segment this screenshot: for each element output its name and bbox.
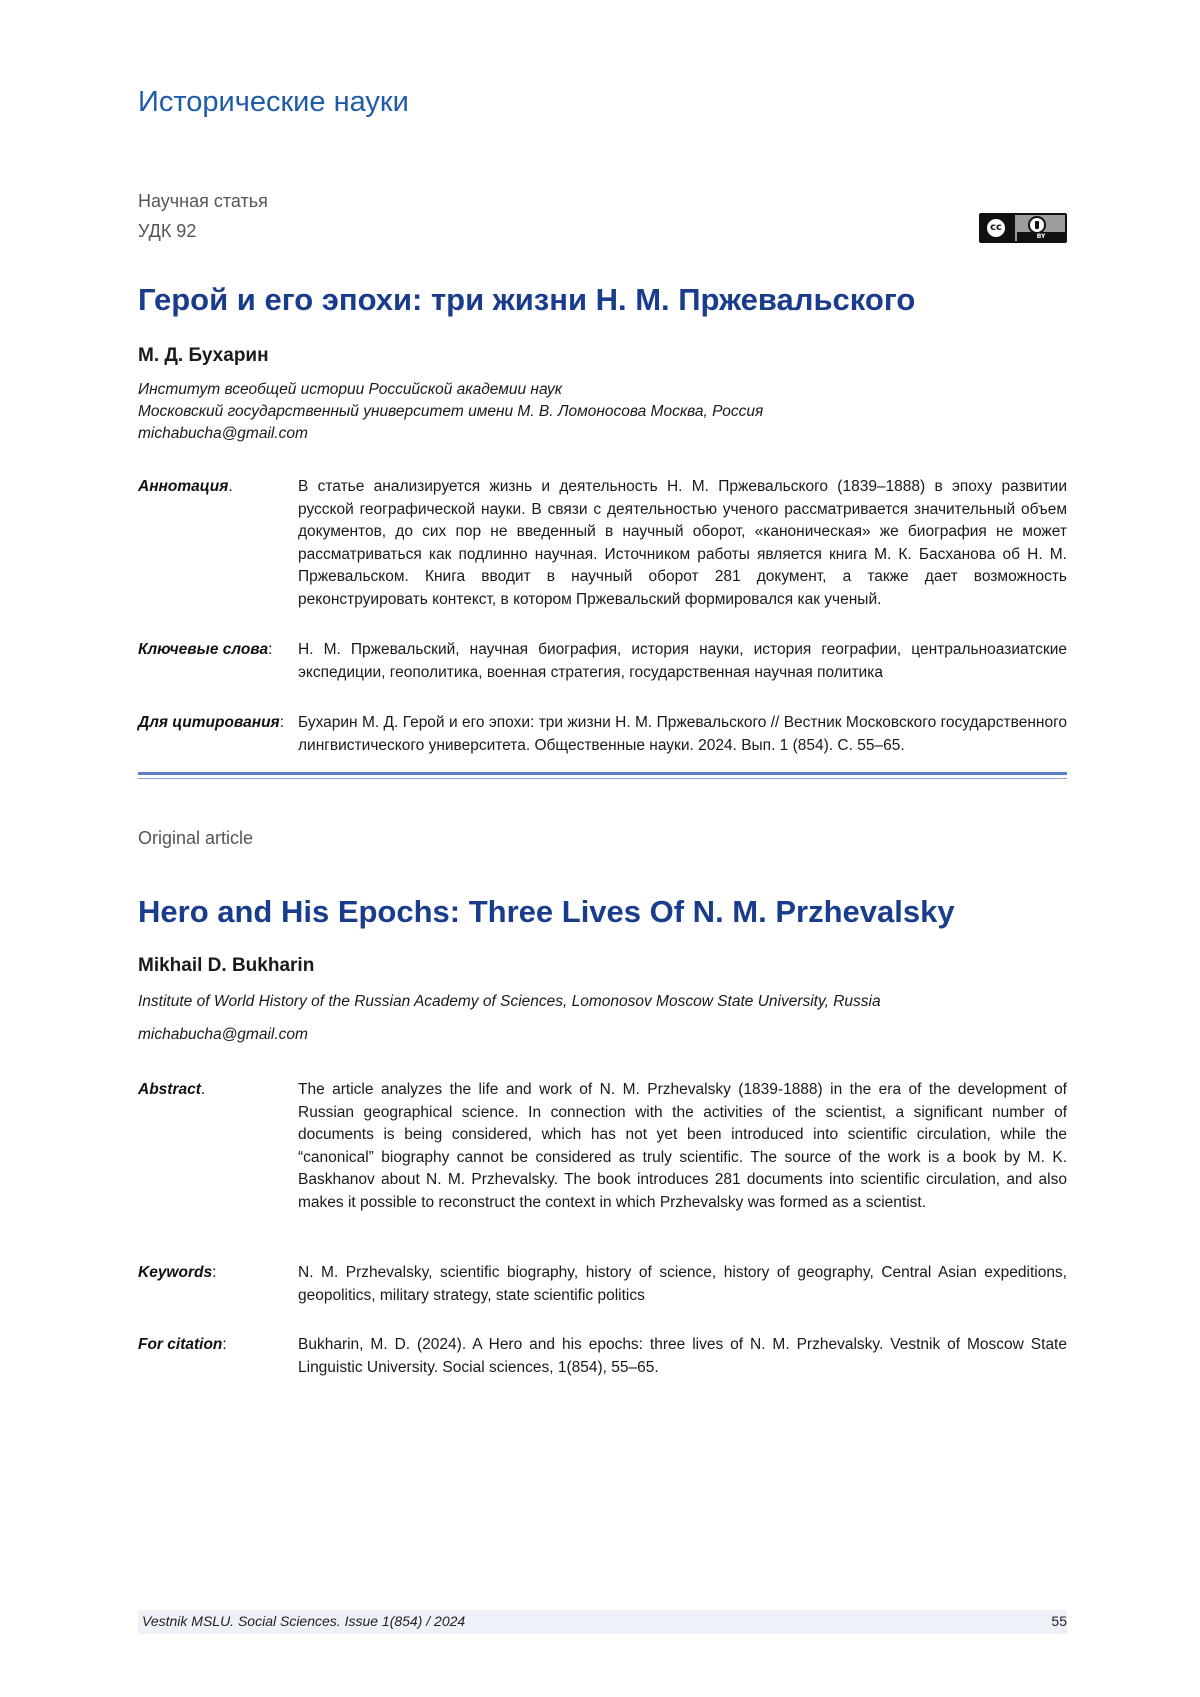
author-name-ru: М. Д. Бухарин: [138, 345, 269, 367]
citation-label-en: For citation:: [138, 1336, 227, 1354]
abstract-text-ru: В статье анализируется жизнь и деятельность Н. М. Пржевальского (1839–1888) в эпоху развитии русской географической науки. В связи с деятельностью ученого рассматривается значительный объем документов, до сих пор не введенный в научный оборот, «каноническая» же биография не может рассматриваться как подлинно научная. Источником работы является книга М. К. Басханова об Н. М. Пржевальском. Книга вводит в научный оборот 281 документ, а также дает возможность реконструировать контекст, в котором Пржевальский формировался как ученый.: [298, 476, 1067, 611]
by-label: BY: [1017, 232, 1065, 241]
cc-by-license-icon[interactable]: [979, 213, 1067, 243]
affiliation-en: Institute of World History of the Russian Academy of Sciences, Lomonosov Moscow State University, Russia: [138, 991, 881, 1013]
abstract-label-ru: Аннотация.: [138, 478, 233, 496]
article-title-ru: Герой и его эпохи: три жизни Н. М. Пржевальского: [138, 282, 915, 318]
udc-code: УДК 92: [138, 221, 196, 242]
author-email-en[interactable]: michabucha@gmail.com: [138, 1024, 308, 1046]
author-email-ru[interactable]: michabucha@gmail.com: [138, 423, 308, 445]
citation-text-ru: Бухарин М. Д. Герой и его эпохи: три жизни Н. М. Пржевальского // Вестник Московского государственного лингвистического университета. Общественные науки. 2024. Вып. 1 (854). С. 55–65.: [298, 712, 1067, 757]
section-divider: [138, 772, 1067, 775]
keywords-text-en: N. M. Przhevalsky, scientific biography, history of science, history of geography, Central Asian expeditions, geopolitics, military strategy, state scientific politics: [298, 1262, 1067, 1307]
article-type-ru: Научная статья: [138, 191, 268, 212]
affiliation-ru-1: Институт всеобщей истории Российской академии наук: [138, 379, 562, 401]
article-type-en: Original article: [138, 828, 253, 849]
page-number: 55: [1051, 1613, 1067, 1629]
abstract-label-en: Abstract.: [138, 1081, 205, 1099]
section-divider-thin: [138, 778, 1067, 779]
article-title-en: Hero and His Epochs: Three Lives Of N. M. Przhevalsky: [138, 894, 955, 930]
abstract-text-en: The article analyzes the life and work of N. M. Przhevalsky (1839-1888) in the era of the development of Russian geographical science. In connection with the activities of the scientist, a significant number of documents is being considered, which has not yet been introduced into scientific circulation, while the “canonical” biography cannot be considered as truly scientific. The source of the work is a book by M. K. Baskhanov about N. M. Przhevalsky. The book introduces 281 documents into scientific circulation, and also makes it possible to reconstruct the context in which Przhevalsky was formed as a scientist.: [298, 1079, 1067, 1214]
citation-text-en: Bukharin, M. D. (2024). A Hero and his epochs: three lives of N. M. Przhevalsky. Vestnik of Moscow State Linguistic University. Social sciences, 1(854), 55–65.: [298, 1334, 1067, 1379]
cc-icon: cc: [985, 217, 1007, 239]
keywords-label-en: Keywords:: [138, 1264, 216, 1282]
citation-label-ru: Для цитирования:: [138, 714, 284, 732]
footer-journal: Vestnik MSLU. Social Sciences. Issue 1(854) / 2024: [142, 1613, 465, 1629]
keywords-label-ru: Ключевые слова:: [138, 641, 272, 659]
author-name-en: Mikhail D. Bukharin: [138, 955, 314, 977]
affiliation-ru-2: Московский государственный университет имени М. В. Ломоносова Москва, Россия: [138, 401, 763, 423]
keywords-text-ru: Н. М. Пржевальский, научная биография, история науки, история географии, центральноазиатские экспедиции, геополитика, военная стратегия, государственная научная политика: [298, 639, 1067, 684]
section-heading: Исторические науки: [138, 86, 409, 119]
